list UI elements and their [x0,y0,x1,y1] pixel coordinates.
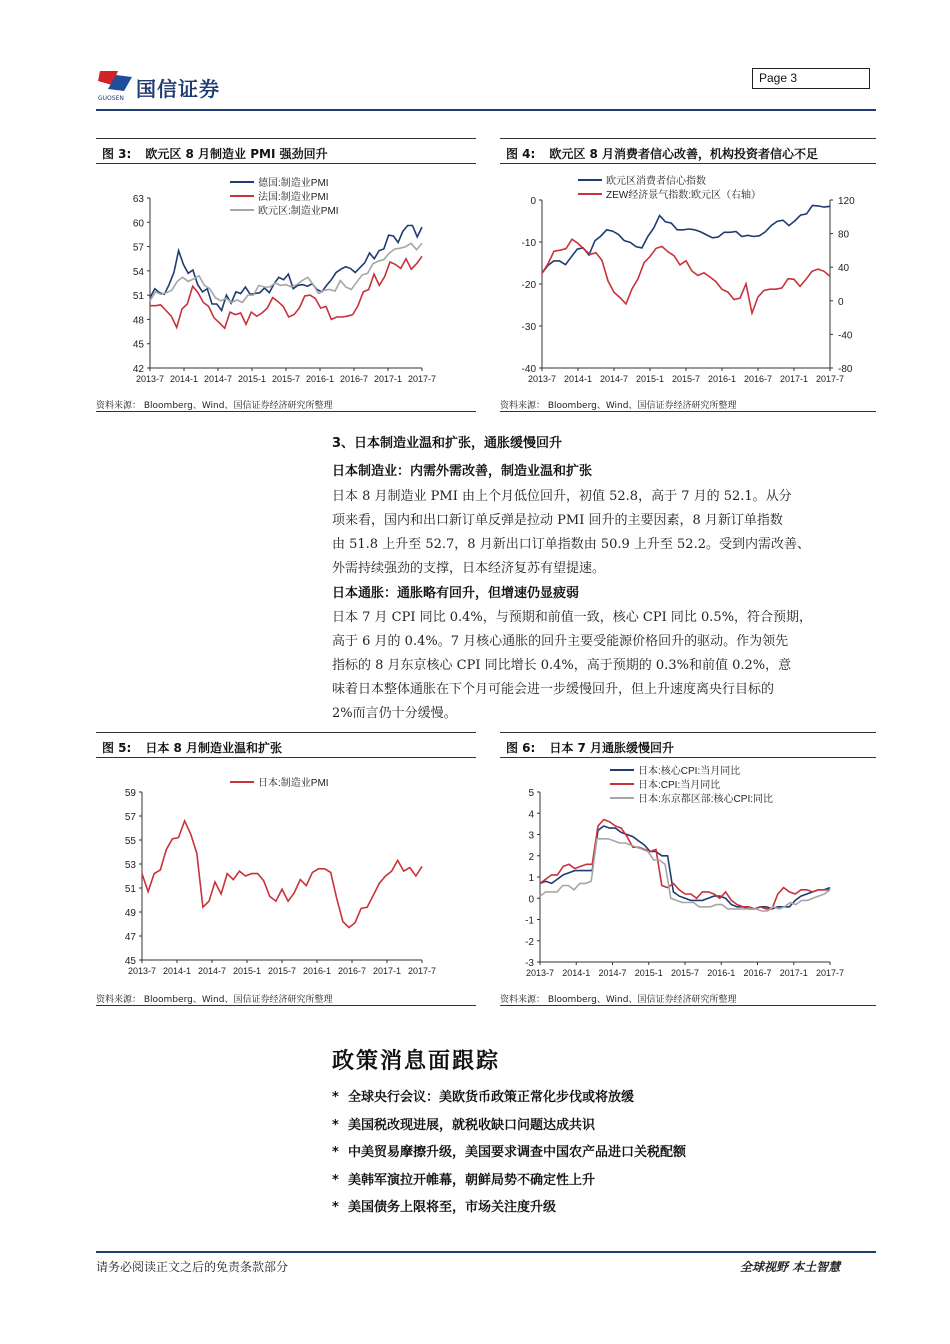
y-tick-label-right: 120 [838,196,855,207]
y-tick-label: 0 [528,894,534,906]
series-line [540,820,830,909]
y-tick-label: 0 [530,196,536,207]
series-line [542,239,830,313]
series-line [540,839,830,911]
figure-5-title [96,732,476,758]
x-tick-label: 2016-1 [707,968,736,978]
x-tick-label: 2016-7 [743,374,773,384]
y-tick-label: -30 [521,322,536,333]
y-tick-label: 5 [528,788,534,799]
page-number: Page 3 [752,68,870,89]
bullet-icon: * [332,1200,339,1215]
figure-6-caption: 日本 7 月通胀缓慢回升 [549,741,675,755]
paragraph-line: 日本 8 月制造业 PMI 由上个月低位回升，初值 52.8，高于 7 月的 52.1。从分 [332,489,792,504]
header-rule [96,109,876,111]
x-tick-label: 2014-7 [203,374,233,384]
figure-5-source: 资料来源： Bloomberg、Wind、国信证券经济研究所整理 [96,988,476,1006]
y-tick-label: 48 [132,315,144,327]
x-tick-label: 2014-1 [169,374,199,384]
legend-label: 日本:CPI:当月同比 [638,780,721,791]
x-tick-label: 2016-1 [707,374,737,384]
series-line [150,226,422,311]
y-tick-label: -2 [525,936,534,948]
chart-eurozone-pmi [100,168,440,390]
y-tick-label: 54 [132,266,144,278]
footer-slogan: 全球视野 本土智慧 [740,1260,841,1274]
legend-label: 法国:制造业PMI [258,192,329,203]
y-tick-label: 4 [528,809,534,821]
x-tick-label: 2014-1 [563,374,593,384]
y-tick-label: 57 [124,812,136,823]
paragraph-line: 味着日本整体通胀在下个月可能会进一步缓慢回升，但上升速度离央行目标的 [332,682,775,697]
figure-6-source: 资料来源： Bloomberg、Wind、国信证券经济研究所整理 [500,988,876,1006]
y-tick-label: -20 [521,280,536,291]
figure-4-source: 资料来源： Bloomberg、Wind、国信证券经济研究所整理 [500,394,876,412]
paragraph-line: 项来看，国内和出口新订单反弹是拉动 PMI 回升的主要因素，8 月新订单指数 [332,513,783,528]
y-tick-label: 45 [124,956,136,967]
figure-4-number: 图 4: [506,147,536,161]
policy-item [332,1169,686,1197]
figure-4-caption: 欧元区 8 月消费者信心改善，机构投资者信心不足 [549,147,819,161]
legend-label: 日本:制造业PMI [258,778,329,789]
paragraph-line: 高于 6 月的 0.4%。7 月核心通胀的回升主要受能源价格回升的驱动。作为领先 [332,634,789,649]
legend-label: 欧元区:制造业PMI [258,206,339,217]
y-tick-label: 53 [124,860,136,871]
x-tick-label: 2015-1 [635,374,665,384]
x-tick-label: 2015-7 [267,966,297,976]
chart-eurozone-confidence [500,168,876,390]
paragraph-line: 2%而言仍十分缓慢。 [332,706,457,721]
x-tick-label: 2015-7 [271,374,301,384]
bullet-icon: * [332,1145,339,1160]
policy-item-text: 中美贸易摩擦升级，美国要求调查中国农产品进口关税配额 [348,1145,687,1160]
x-tick-label: 2016-1 [302,966,332,976]
x-tick-label: 2014-7 [599,374,629,384]
figure-6-title [500,732,876,758]
figure-3-source: 资料来源： Bloomberg、Wind、国信证券经济研究所整理 [96,394,476,412]
chart-japan-cpi [500,762,876,984]
bullet-icon: * [332,1117,339,1133]
x-tick-label: 2014-7 [598,968,627,978]
figure-3-title [96,138,476,164]
y-tick-label: 55 [124,836,136,847]
policy-item [332,1141,686,1169]
x-tick-label: 2015-1 [237,374,267,384]
figure-6-number: 图 6: [506,741,536,755]
policy-item [332,1114,686,1142]
legend-label: 德国:制造业PMI [258,178,329,189]
y-tick-label: 2 [528,851,534,863]
y-tick-label: 59 [124,788,136,799]
x-tick-label: 2017-7 [815,968,845,978]
x-tick-label: 2016-1 [305,374,335,384]
logo-subtext: GUOSEN [98,95,124,102]
legend-label: 日本:东京都区部:核心CPI:同比 [638,794,774,805]
x-tick-label: 2015-1 [232,966,262,976]
x-tick-label: 2013-7 [135,374,165,384]
paragraph-line: 指标的 8 月东京核心 CPI 同比增长 0.4%，高于预期的 0.3%和前值 0.2%，意 [332,658,792,673]
y-tick-label: 51 [132,291,144,303]
logo-mark-icon [96,67,136,97]
policy-item-text: 美国债务上限将至，市场关注度升级 [348,1200,557,1215]
y-tick-label: 3 [528,830,534,842]
bullet-icon: * [332,1090,339,1105]
footer-disclaimer: 请务必阅读正文之后的免责条款部分 [96,1260,289,1274]
footer-rule [96,1251,876,1253]
policy-item-text: 美国税改现进展，就税收缺口问题达成共识 [348,1117,596,1133]
paragraph-line: 日本 7 月 CPI 同比 0.4%，与预期和前值一致，核心 CPI 同比 0.5%，符合预期， [332,610,813,625]
y-tick-label: 49 [124,908,136,919]
paragraph-line: 由 51.8 上升至 52.7，8 月新出口订单指数由 50.9 上升至 52.2。受到内需改善、 [332,537,810,552]
y-tick-label: 57 [132,242,144,254]
legend-label: ZEW经济景气指数:欧元区（右轴） [606,190,761,201]
section-title: 3、日本制造业温和扩张，通胀缓慢回升 [332,436,563,451]
x-tick-label: 2014-7 [197,966,227,976]
y-tick-label-right: -80 [838,364,853,375]
x-tick-label: 2014-1 [562,968,591,978]
y-tick-label-right: 0 [838,296,844,308]
x-tick-label: 2013-7 [525,968,555,978]
x-tick-label: 2015-7 [671,374,701,384]
paragraph-line: 外需持续强劲的支撑，日本经济复苏有望提速。 [332,561,606,576]
y-tick-label: 47 [124,932,136,943]
y-tick-label: 45 [132,339,144,351]
x-tick-label: 2016-7 [339,374,369,384]
series-line [540,826,830,909]
series-line [150,256,422,328]
y-tick-label: -3 [525,958,534,969]
series-line [542,206,830,274]
x-tick-label: 2015-7 [670,968,700,978]
chart-japan-pmi [100,762,440,984]
y-tick-label-right: 40 [838,263,850,275]
x-tick-label: 2016-7 [337,966,367,976]
x-tick-label: 2013-7 [127,966,157,976]
figure-5-caption: 日本 8 月制造业温和扩张 [145,741,283,755]
x-tick-label: 2014-1 [162,966,192,976]
policy-item-text: 全球央行会议：美欧货币政策正常化步伐或将放缓 [348,1090,635,1105]
y-tick-label-right: -40 [838,330,853,342]
policy-item [332,1086,686,1114]
x-tick-label: 2017-1 [372,966,402,976]
subsection-inflation: 日本通胀：通胀略有回升，但增速仍显疲弱 [332,586,580,601]
guosen-logo [96,67,256,107]
legend-label: 欧元区消费者信心指数 [606,176,706,187]
y-tick-label: 60 [132,218,144,230]
y-tick-label: -10 [521,238,536,249]
y-tick-label: 51 [124,884,136,895]
x-tick-label: 2013-7 [527,374,557,384]
series-line [142,821,422,928]
policy-title: 政策消息面跟踪 [332,1048,501,1074]
y-tick-label: -40 [521,364,536,375]
x-tick-label: 2017-7 [407,966,437,976]
figure-3-number: 图 3: [102,147,132,161]
figure-3-caption: 欧元区 8 月制造业 PMI 强劲回升 [145,147,328,161]
paragraph-inflation [332,606,878,726]
logo-text: 国信证券 [136,77,220,101]
x-tick-label: 2017-7 [815,374,845,384]
policy-item [332,1196,686,1224]
x-tick-label: 2017-1 [779,968,808,978]
y-tick-label-right: 80 [838,229,850,241]
y-tick-label: 1 [528,873,534,884]
x-tick-label: 2015-1 [634,968,663,978]
subsection-manufacturing: 日本制造业：内需外需改善，制造业温和扩张 [332,464,593,479]
legend-label: 日本:核心CPI:当月同比 [638,766,741,777]
figure-5-number: 图 5: [102,741,132,755]
x-tick-label: 2017-1 [779,374,809,384]
policy-item-text: 美韩军演拉开帷幕，朝鲜局势不确定性上升 [348,1172,596,1188]
policy-list [332,1086,686,1224]
figure-4-title [500,138,876,164]
x-tick-label: 2016-7 [743,968,772,978]
x-tick-label: 2017-7 [407,374,437,384]
y-tick-label: 42 [132,364,144,375]
paragraph-manufacturing [332,485,878,581]
bullet-icon: * [332,1172,339,1188]
y-tick-label: 63 [132,194,144,205]
x-tick-label: 2017-1 [373,374,403,384]
y-tick-label: -1 [525,915,534,927]
